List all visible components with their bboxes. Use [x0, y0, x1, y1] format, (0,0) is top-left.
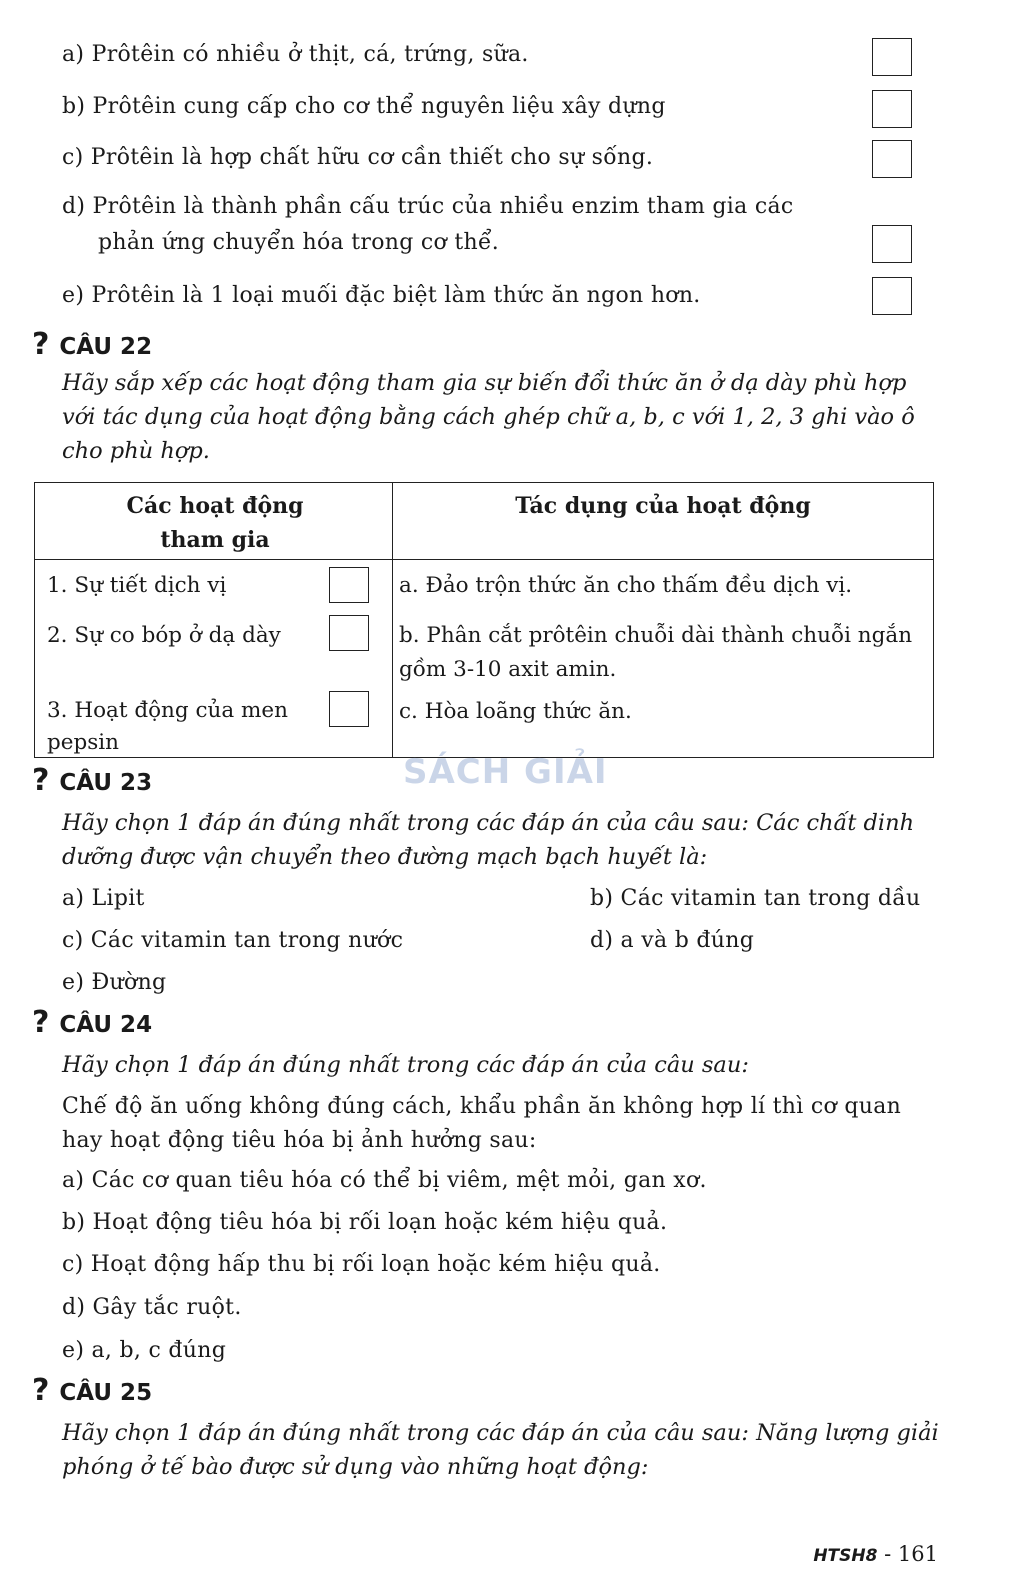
table-left-1: 1. Sự tiết dịch vị [47, 573, 227, 598]
question-25-instruction: Hãy chọn 1 đáp án đúng nhất trong các đáp án của câu sau: Năng lượng giải phóng ở tế bào được sử dụng vào những hoạt động: [62, 1420, 939, 1480]
q23-option-c: c) Các vitamin tan trong nước [62, 928, 404, 953]
footer-brand: HTSH8 [813, 1546, 878, 1566]
q23-option-e: e) Đường [62, 970, 167, 995]
question-22-heading [32, 327, 153, 362]
q24-option-b: b) Hoạt động tiêu hóa bị rối loạn hoặc kém hiệu quả. [62, 1210, 668, 1235]
q24-option-e: e) a, b, c đúng [62, 1338, 227, 1363]
question-24-heading [32, 1005, 153, 1040]
table-right-b: b. Phân cắt prôtêin chuỗi dài thành chuỗi ngắn gồm 3-10 axit amin. [399, 623, 913, 682]
answer-box-d[interactable] [872, 225, 912, 263]
question-mark-icon: ? [32, 1373, 50, 1408]
question-mark-icon: ? [32, 327, 50, 362]
table-header-divider [35, 559, 933, 560]
table-left-3: 3. Hoạt động của men pepsin [47, 698, 288, 755]
table-header-left: Các hoạt động tham gia [126, 493, 304, 553]
answer-box-e[interactable] [872, 277, 912, 315]
question-mark-icon: ? [32, 1005, 50, 1040]
q24-option-c: c) Hoạt động hấp thu bị rối loạn hoặc kém hiệu quả. [62, 1252, 661, 1277]
table-column-divider [392, 483, 393, 757]
option-a-text: a) Prôtêin có nhiều ở thịt, cá, trứng, sữa. [62, 42, 529, 67]
q24-option-d: d) Gây tắc ruột. [62, 1295, 242, 1320]
question-mark-icon: ? [32, 763, 50, 798]
footer-separator: - [877, 1542, 898, 1566]
table-answer-box-1[interactable] [329, 567, 369, 603]
table-header-right: Tác dụng của hoạt động [515, 493, 811, 519]
question-22-instruction: Hãy sắp xếp các hoạt động tham gia sự biến đổi thức ăn ở dạ dày phù hợp với tác dụng của hoạt động bằng cách ghép chữ a, b, c với 1, 2, 3 ghi vào ô cho phù hợp. [62, 370, 915, 464]
question-23-instruction: Hãy chọn 1 đáp án đúng nhất trong các đáp án của câu sau: Các chất dinh dưỡng được vận chuyển theo đường mạch bạch huyết là: [62, 810, 915, 870]
table-answer-box-3[interactable] [329, 691, 369, 727]
question-22-title: CÂU 22 [59, 334, 153, 360]
answer-box-a[interactable] [872, 38, 912, 76]
table-right-c: c. Hòa loãng thức ăn. [399, 699, 632, 724]
q23-option-d: d) a và b đúng [590, 928, 755, 953]
table-left-2: 2. Sự co bóp ở dạ dày [47, 623, 281, 648]
answer-box-b[interactable] [872, 90, 912, 128]
page-number: 161 [897, 1542, 938, 1566]
option-d-text: d) Prôtêin là thành phần cấu trúc của nhiều enzim tham gia các [62, 194, 794, 219]
question-24-stem: Chế độ ăn uống không đúng cách, khẩu phần ăn không hợp lí thì cơ quan hay hoạt động tiêu hóa bị ảnh hưởng sau: [62, 1094, 902, 1153]
q24-option-a: a) Các cơ quan tiêu hóa có thể bị viêm, mệt mỏi, gan xơ. [62, 1168, 707, 1193]
option-d-text-cont: phản ứng chuyển hóa trong cơ thể. [98, 230, 500, 255]
question-23-title: CÂU 23 [59, 770, 153, 796]
table-answer-box-2[interactable] [329, 615, 369, 651]
option-e-text: e) Prôtêin là 1 loại muối đặc biệt làm thức ăn ngon hơn. [62, 283, 701, 308]
q23-option-b: b) Các vitamin tan trong dầu [590, 886, 921, 911]
answer-box-c[interactable] [872, 140, 912, 178]
page-footer [813, 1542, 938, 1566]
question-25-title: CÂU 25 [59, 1380, 153, 1406]
matching-table [34, 482, 934, 758]
watermark-logo: SÁCH GIẢI [403, 752, 608, 792]
question-24-instruction: Hãy chọn 1 đáp án đúng nhất trong các đáp án của câu sau: [62, 1052, 749, 1078]
question-23-heading [32, 763, 153, 798]
question-24-title: CÂU 24 [59, 1012, 153, 1038]
option-c-text: c) Prôtêin là hợp chất hữu cơ cần thiết cho sự sống. [62, 145, 654, 170]
option-b-text: b) Prôtêin cung cấp cho cơ thể nguyên liệu xây dựng [62, 94, 666, 119]
table-right-a: a. Đảo trộn thức ăn cho thấm đều dịch vị. [399, 573, 853, 598]
question-25-heading [32, 1373, 153, 1408]
q23-option-a: a) Lipit [62, 886, 145, 911]
